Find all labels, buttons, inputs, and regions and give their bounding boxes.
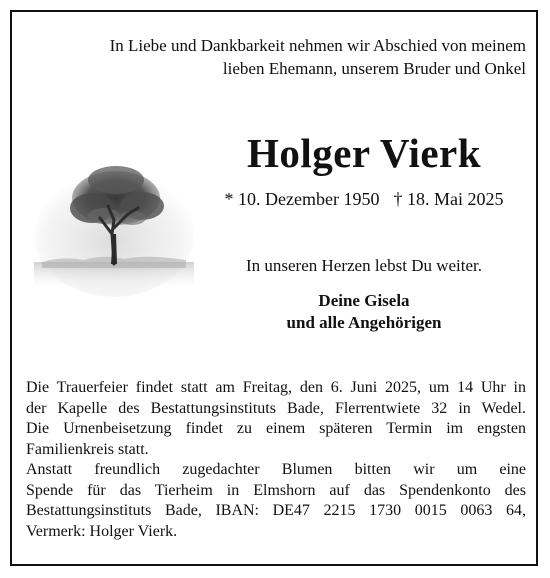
funeral-line-2: der Kapelle des Bestattungsinstituts Bade, Flerrentwiete 32 in Wedel.	[26, 399, 526, 417]
body-text	[26, 378, 526, 542]
deceased-name: Holger Vierk	[246, 130, 482, 176]
funeral-line-4: Familienkreis statt.	[26, 440, 149, 458]
intro-text	[46, 34, 526, 80]
funeral-line-3: Die Urnenbeisetzung findet zu einem späteren Termin im engsten	[26, 420, 526, 437]
intro-line-1: In Liebe und Dankbarkeit nehmen wir Abschied von meinem	[109, 36, 526, 55]
birth-date: * 10. Dezember 1950	[224, 189, 380, 209]
intro-line-2: lieben Ehemann, unserem Bruder und Onkel	[222, 59, 526, 78]
signature-line-1: Deine Gisela	[318, 291, 410, 310]
life-dates	[196, 187, 532, 211]
death-date: † 18. Mai 2025	[393, 189, 504, 209]
funeral-line-1: Die Trauerfeier findet statt am Freitag, den 6. Juni 2025, um 14 Uhr in	[26, 379, 526, 396]
donation-paragraph	[26, 460, 526, 542]
donation-line-3: Bestattungsinstituts Bade, IBAN: DE47 2215 1730 0015 0063 64,	[26, 502, 526, 519]
funeral-paragraph	[26, 378, 526, 460]
donation-line-1: Anstatt freundlich zugedachter Blumen bitten wir um eine	[26, 461, 526, 478]
signatures	[196, 290, 532, 334]
donation-line-4: Vermerk: Holger Vierk.	[26, 522, 178, 540]
motto-text: In unseren Herzen lebst Du weiter.	[245, 256, 483, 275]
tree-in-mist-image	[34, 150, 194, 300]
signature-line-2: und alle Angehörigen	[286, 313, 442, 332]
donation-line-2: Spende für das Tierheim in Elmshorn auf das Spendenkonto des	[26, 481, 526, 499]
